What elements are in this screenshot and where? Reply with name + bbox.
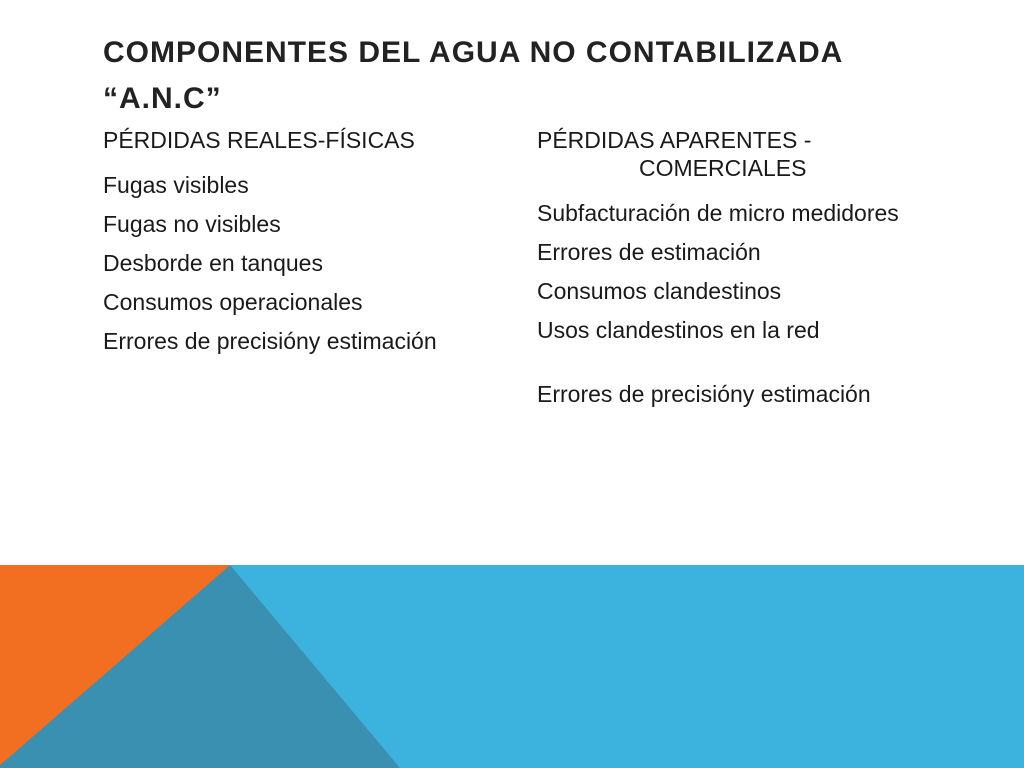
list-item: Desborde en tanques bbox=[103, 250, 323, 276]
list-item: Consumos clandestinos bbox=[537, 278, 782, 304]
list-item: Usos clandestinos en la red bbox=[537, 317, 820, 343]
list-item: Errores de precisióny estimación bbox=[537, 381, 871, 407]
right-column-header-line-2: COMERCIALES bbox=[639, 155, 807, 181]
decorative-footer-shapes bbox=[0, 565, 1024, 768]
list-item: Errores de estimación bbox=[537, 239, 761, 265]
right-column-header bbox=[537, 126, 917, 182]
left-list bbox=[103, 172, 483, 354]
list-item: Fugas no visibles bbox=[103, 211, 281, 237]
right-column bbox=[537, 126, 917, 420]
list-item: Fugas visibles bbox=[103, 172, 249, 198]
slide-title-line-1: COMPONENTES DEL AGUA NO CONTABILIZADA bbox=[103, 36, 844, 69]
list-item: Subfacturación de micro medidores bbox=[537, 200, 899, 226]
left-column bbox=[103, 126, 483, 367]
slide-title bbox=[103, 30, 923, 122]
right-list bbox=[537, 200, 917, 407]
right-column-header-line-1: PÉRDIDAS APARENTES - bbox=[537, 127, 812, 153]
slide-title-line-2: “A.N.C” bbox=[103, 82, 222, 115]
list-item: Consumos operacionales bbox=[103, 289, 363, 315]
list-item: Errores de precisióny estimación bbox=[103, 328, 437, 354]
left-column-header: PÉRDIDAS REALES-FÍSICAS bbox=[103, 127, 415, 153]
